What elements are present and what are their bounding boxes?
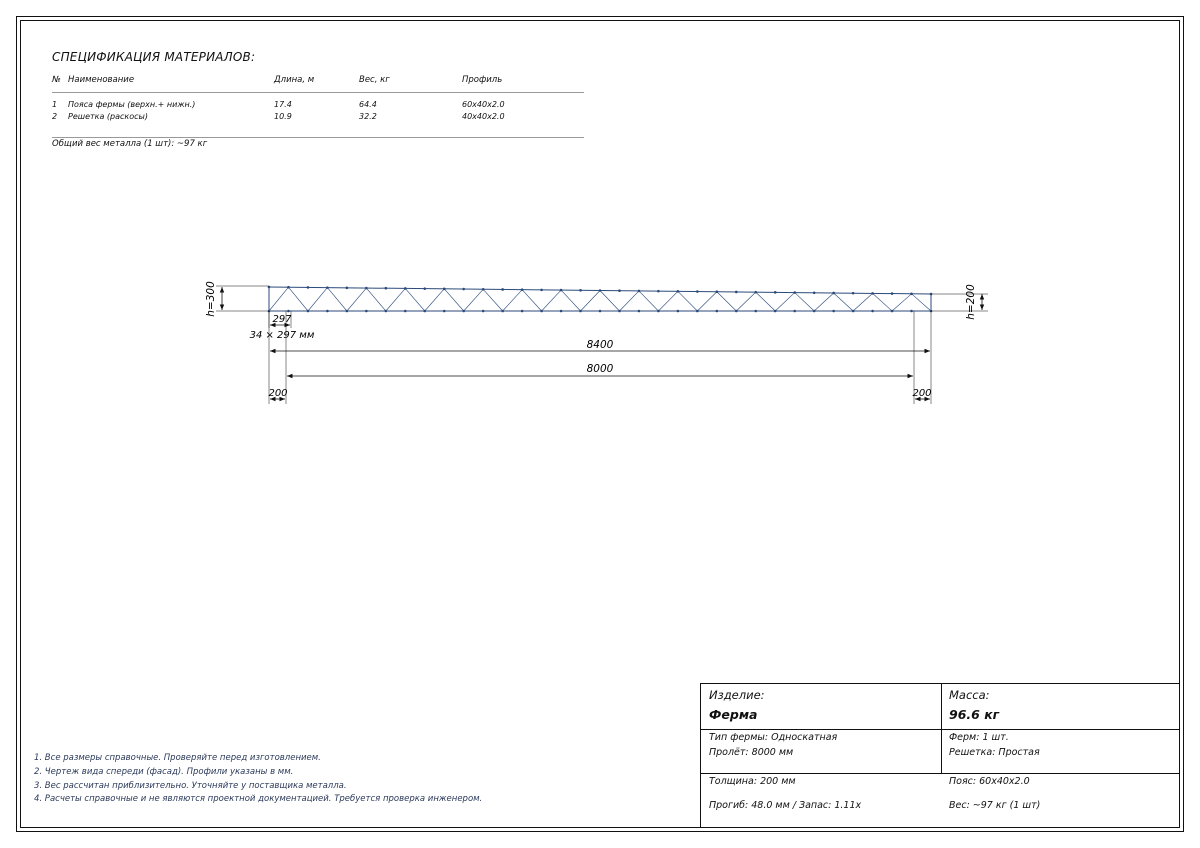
height-dim-left <box>205 281 269 317</box>
truss-node <box>891 292 894 295</box>
truss-node <box>677 290 680 293</box>
truss-node <box>423 310 426 313</box>
truss-node <box>774 310 777 313</box>
truss-node <box>735 310 738 313</box>
truss-node <box>521 310 524 313</box>
truss-node <box>307 310 310 313</box>
lattice-diagonal <box>269 287 288 311</box>
truss-node <box>754 310 757 313</box>
truss-node <box>346 310 349 313</box>
lattice-diagonal <box>600 291 619 312</box>
header-weight: Вес, кг <box>359 75 390 85</box>
truss-node <box>871 292 874 295</box>
header-length: Длина, м <box>274 75 315 85</box>
lattice-diagonal <box>581 291 600 312</box>
lattice-diagonal <box>736 292 755 311</box>
lattice-diagonal <box>288 287 307 311</box>
truss-node <box>910 292 913 295</box>
span-value: Пролёт: 8000 мм <box>709 747 794 758</box>
truss-node <box>910 310 913 313</box>
truss-node <box>832 292 835 295</box>
header-name: Наименование <box>68 75 135 85</box>
notes <box>34 752 482 807</box>
truss-node <box>754 291 757 294</box>
lattice-diagonal <box>814 293 833 311</box>
truss-node <box>852 292 855 295</box>
note-line: 3. Вес рассчитан приблизительно. Уточняйте у поставщика металла. <box>34 780 347 791</box>
spec-title: СПЕЦИФИКАЦИЯ МАТЕРИАЛОВ: <box>52 50 256 64</box>
truss-node <box>404 287 407 290</box>
truss-node <box>677 310 680 313</box>
truss-node <box>696 310 699 313</box>
overall-dim-label: 8400 <box>586 339 614 351</box>
row-no: 2 <box>52 112 58 121</box>
support-left-label: 200 <box>268 388 288 399</box>
note-line: 1. Все размеры справочные. Проверяйте перед изготовлением. <box>34 753 321 763</box>
lattice-diagonal <box>756 292 775 311</box>
lattice-diagonal <box>892 294 911 311</box>
lattice-diagonal <box>444 289 463 311</box>
title-block <box>700 683 1180 828</box>
row-profile: 60x40x2.0 <box>462 100 505 109</box>
truss-node <box>618 289 621 292</box>
truss-node <box>852 310 855 313</box>
truss-node <box>793 291 796 294</box>
truss-node <box>599 310 602 313</box>
note-line: 2. Чертеж вида спереди (фасад). Профили указаны в мм. <box>34 766 294 777</box>
truss-node <box>423 287 426 290</box>
header-profile: Профиль <box>462 75 503 85</box>
truss-node <box>404 310 407 313</box>
lattice-diagonal <box>542 290 561 311</box>
lattice-diagonal <box>386 288 405 311</box>
lattice-diagonal <box>561 290 580 311</box>
lattice-diagonal <box>366 288 385 311</box>
row-weight: 64.4 <box>359 100 377 109</box>
truss-node <box>462 288 465 291</box>
truss-node <box>346 287 349 290</box>
truss-node <box>540 289 543 292</box>
lattice-diagonal <box>405 288 424 311</box>
row-length: 10.9 <box>274 112 292 121</box>
thickness-value: Толщина: 200 мм <box>709 776 796 787</box>
truss-node <box>482 310 485 313</box>
lattice-diagonal <box>483 289 502 311</box>
truss-node <box>716 310 719 313</box>
span-dim-label: 8000 <box>586 363 614 375</box>
weight-value: Вес: ~97 кг (1 шт) <box>949 800 1041 811</box>
truss-node <box>579 289 582 292</box>
lattice-diagonal <box>912 294 931 311</box>
truss-node <box>813 310 816 313</box>
support-right-label: 200 <box>912 388 932 399</box>
support-dim-right <box>912 388 931 399</box>
truss-node <box>482 288 485 291</box>
truss-node <box>540 310 543 313</box>
truss-node <box>716 290 719 293</box>
height-dim-right <box>931 284 988 320</box>
truss-node <box>735 291 738 294</box>
height-left-label: h=300 <box>205 281 217 317</box>
total-weight: Общий вес металла (1 шт): ~97 кг <box>52 139 208 149</box>
overall-dim <box>269 311 931 404</box>
truss-elevation <box>268 286 933 313</box>
lattice-type: Решетка: Простая <box>949 747 1040 758</box>
truss-node <box>385 310 388 313</box>
deflection-value: Прогиб: 48.0 мм / Запас: 1.11x <box>709 800 862 811</box>
panel-dim-label: 297 <box>272 314 292 325</box>
truss-node <box>365 310 368 313</box>
product-value: Ферма <box>709 707 758 722</box>
truss-node <box>326 286 329 289</box>
mass-value: 96.6 кг <box>949 707 1000 722</box>
row-length: 17.4 <box>274 100 292 109</box>
truss-node <box>638 290 641 293</box>
truss-node <box>871 310 874 313</box>
truss-node <box>599 289 602 292</box>
truss-node <box>462 310 465 313</box>
truss-node <box>832 310 835 313</box>
truss-node <box>501 310 504 313</box>
truss-node <box>793 310 796 313</box>
note-line: 4. Расчеты справочные и не являются проектной документацией. Требуется проверка инженером. <box>34 794 483 805</box>
row-name: Решетка (раскосы) <box>68 112 148 121</box>
lattice-diagonal <box>775 293 794 311</box>
lattice-diagonal <box>327 288 346 311</box>
span-dim <box>286 311 914 404</box>
truss-node <box>287 310 290 313</box>
title-block-rule <box>701 729 1179 730</box>
lattice-diagonal <box>308 288 327 311</box>
truss-node <box>443 288 446 291</box>
truss-node <box>813 291 816 294</box>
lattice-diagonal <box>873 293 892 311</box>
truss-node <box>579 310 582 313</box>
row-no: 1 <box>52 100 58 109</box>
truss-count: Ферм: 1 шт. <box>949 732 1009 743</box>
lattice-diagonal <box>658 291 677 311</box>
truss-node <box>385 287 388 290</box>
lattice-diagonal <box>834 293 853 311</box>
truss-node <box>365 287 368 290</box>
lattice-diagonal <box>678 291 697 311</box>
lattice-diagonal <box>425 289 444 311</box>
truss-node <box>657 310 660 313</box>
truss-type: Тип фермы: Односкатная <box>709 732 838 743</box>
panel-dim <box>250 311 315 341</box>
lattice-diagonal <box>639 291 658 311</box>
lattice-diagonal <box>347 288 366 311</box>
chord-profile: Пояс: 60x40x2.0 <box>949 776 1030 787</box>
truss-node <box>638 310 641 313</box>
lattice-diagonal <box>503 290 522 311</box>
height-right-label: h=200 <box>965 284 977 320</box>
truss-node <box>657 290 660 293</box>
lattice-diagonal <box>853 293 872 311</box>
truss-node <box>696 290 699 293</box>
lattice-diagonal <box>795 293 814 311</box>
truss-node <box>521 288 524 291</box>
panel-note-label: 34 × 297 мм <box>249 330 315 341</box>
row-name: Пояса фермы (верхн.+ нижн.) <box>68 100 196 109</box>
lattice-diagonal <box>522 290 541 311</box>
support-dim-left <box>268 388 287 399</box>
title-block-rule <box>701 773 1179 774</box>
lattice-diagonal <box>717 292 736 311</box>
truss-node <box>891 310 894 313</box>
mass-label: Масса: <box>949 688 990 702</box>
lattice-diagonal <box>464 289 483 311</box>
row-weight: 32.2 <box>359 112 377 121</box>
truss-node <box>560 289 563 292</box>
lattice-diagonal <box>697 292 716 311</box>
lattice-diagonal <box>619 291 638 311</box>
truss-node <box>443 310 446 313</box>
truss-node <box>326 310 329 313</box>
header-no: № <box>52 75 61 85</box>
truss-node <box>560 310 563 313</box>
truss-node <box>307 286 310 289</box>
product-label: Изделие: <box>709 688 765 702</box>
truss-node <box>774 291 777 294</box>
truss-node <box>618 310 621 313</box>
row-profile: 40x40x2.0 <box>462 112 505 121</box>
truss-node <box>501 288 504 291</box>
truss-node <box>287 286 290 289</box>
